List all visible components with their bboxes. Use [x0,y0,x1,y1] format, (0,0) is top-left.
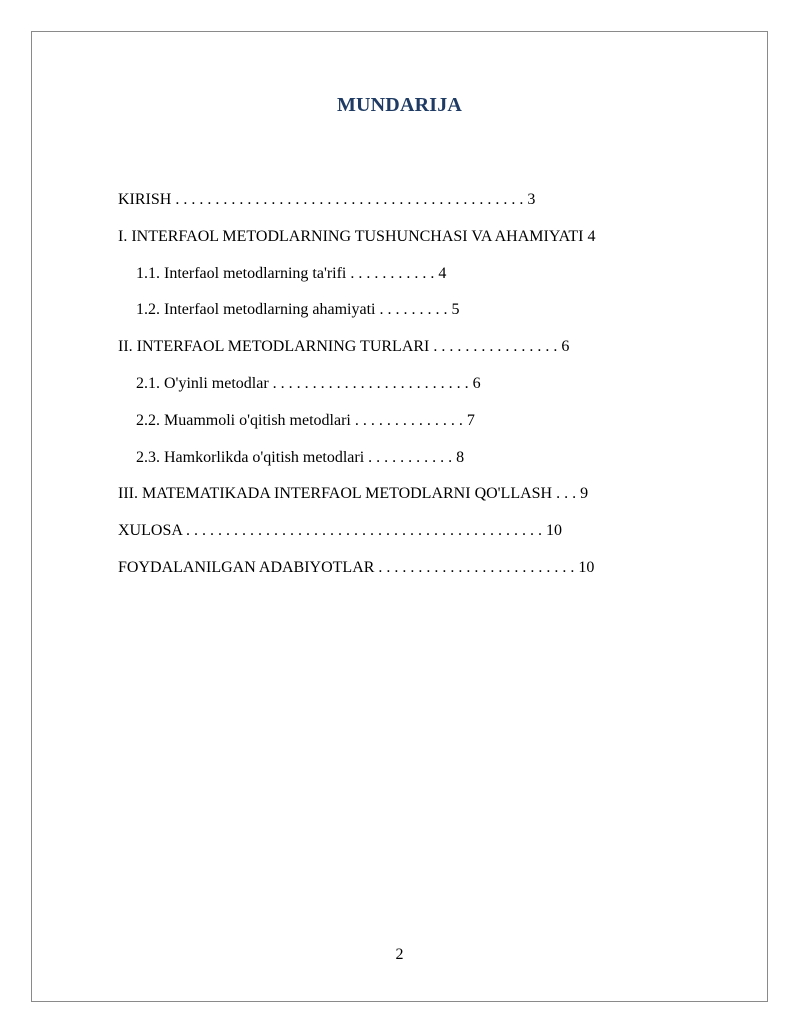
toc-entry-kirish: KIRISH . . . . . . . . . . . . . . . . . . . . . . . . . . . . . . . . . . . . . . . . . . . . 3 [118,191,536,208]
toc-entry-adabiyotlar: FOYDALANILGAN ADABIYOTLAR . . . . . . . . . . . . . . . . . . . . . . . . . 10 [118,558,595,576]
toc-entry-chapter-1: I. INTERFAOL METODLARNING TUSHUNCHASI VA AHAMIYATI 4 [118,227,596,245]
toc-entry-xulosa: XULOSA . . . . . . . . . . . . . . . . . . . . . . . . . . . . . . . . . . . . . . . . . . . . . 10 [118,522,563,540]
document-page [31,31,768,1002]
toc-entry-chapter-3: III. MATEMATIKADA INTERFAOL METODLARNI QO'LLASH . . . 9 [118,485,589,503]
toc-entry-section-2-3: 2.3. Hamkorlikda o'qitish metodlari . . . . . . . . . . . 8 [136,448,465,466]
table-of-contents [118,188,738,593]
toc-entry-section-1-2: 1.2. Interfaol metodlarning ahamiyati . . . . . . . . . 5 [136,301,460,319]
page-title: MUNDARIJA [336,94,463,116]
toc-entry-section-1-1: 1.1. Interfaol metodlarning ta'rifi . . . . . . . . . . . 4 [136,264,447,282]
page-number: 2 [395,946,404,963]
toc-entry-section-2-1: 2.1. O'yinli metodlar . . . . . . . . . . . . . . . . . . . . . . . . . 6 [136,374,481,392]
toc-entry-section-2-2: 2.2. Muammoli o'qitish metodlari . . . . . . . . . . . . . . 7 [136,411,475,429]
toc-entry-chapter-2: II. INTERFAOL METODLARNING TURLARI . . . . . . . . . . . . . . . . 6 [118,338,570,356]
